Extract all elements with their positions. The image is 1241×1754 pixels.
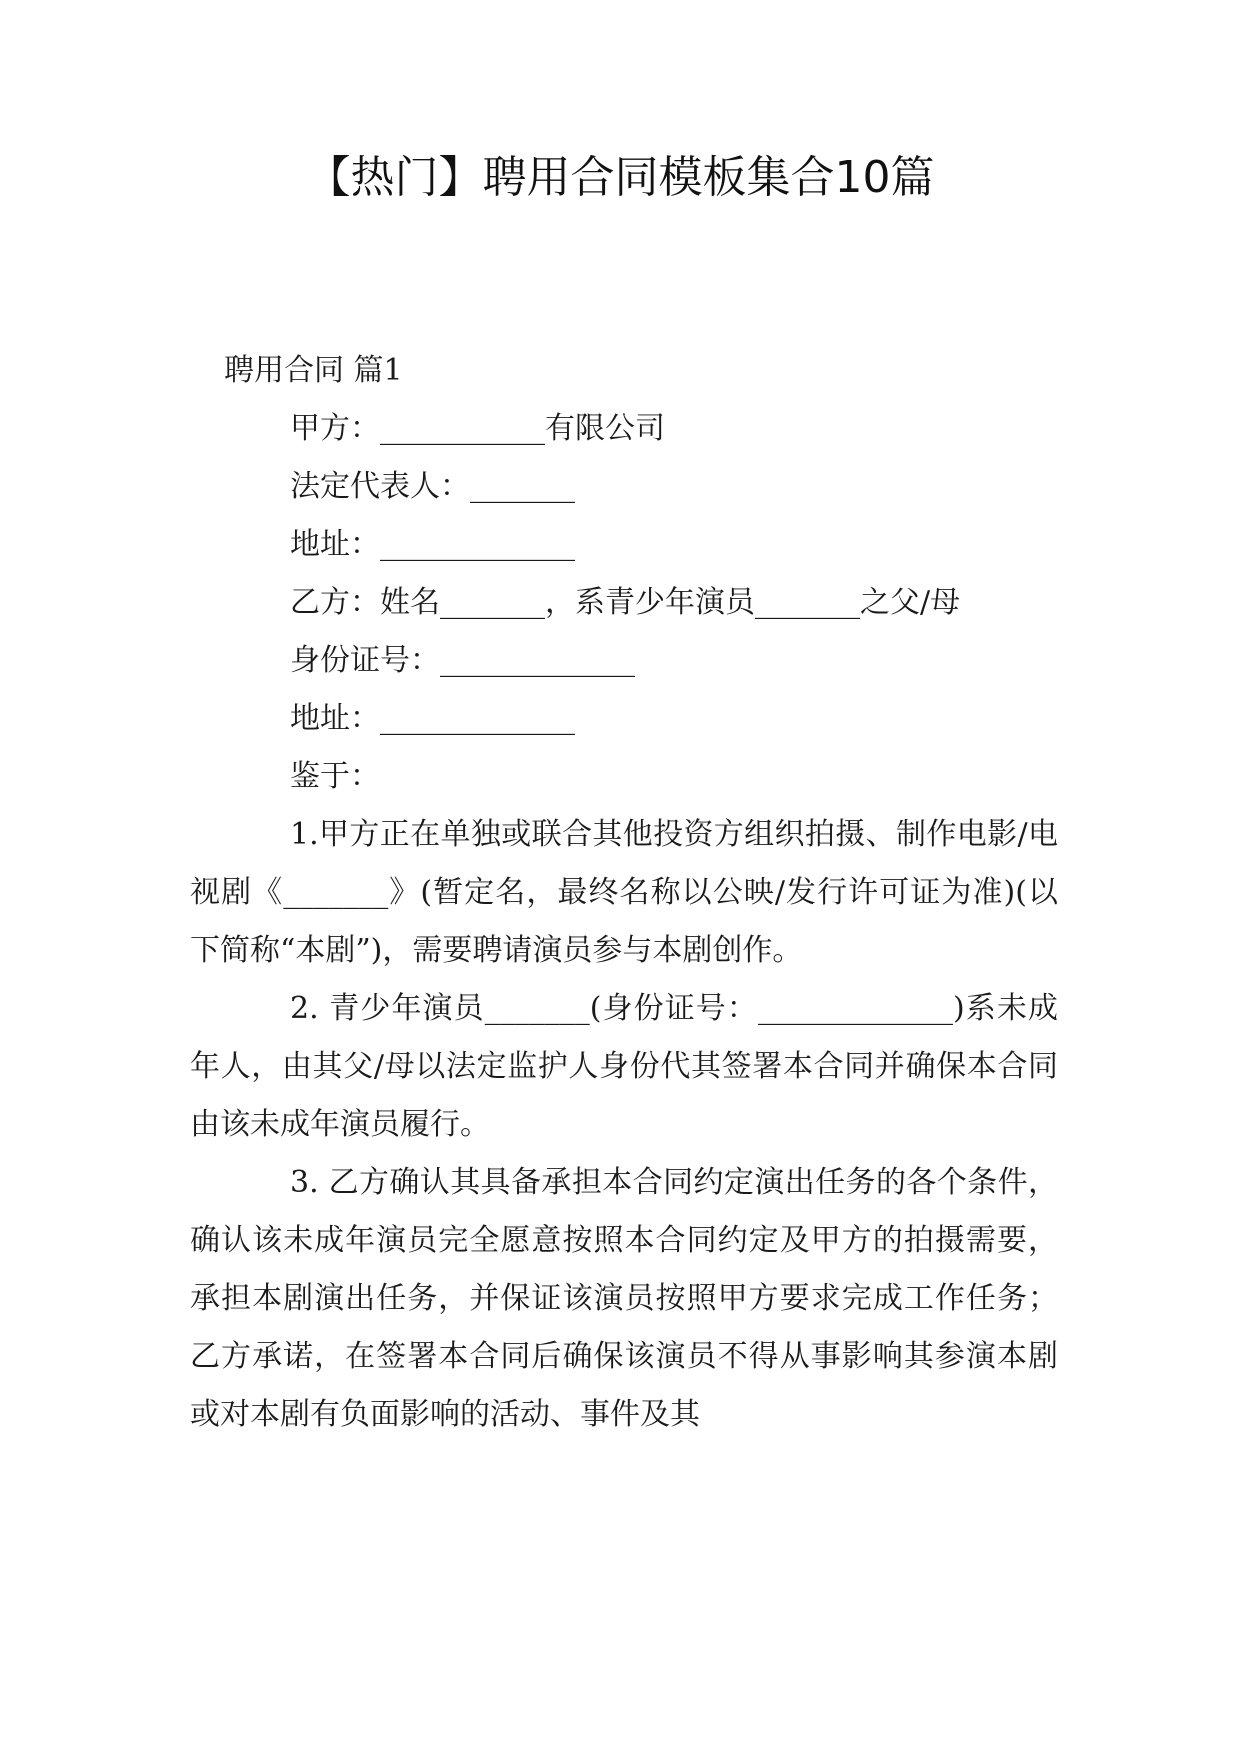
legal-representative-line: 法定代表人：_______ <box>290 469 575 504</box>
document-body <box>190 342 1058 1444</box>
whereas-line: 鉴于： <box>290 759 380 794</box>
party-a-line: 甲方：___________有限公司 <box>290 411 665 446</box>
clause-3: 3. 乙方确认其具备承担本合同约定演出任务的各个条件，确认该未成年演员完全愿意按照本合同约定及甲方的拍摄需要，承担本剧演出任务，并保证该演员按照甲方要求完成工作任务；乙方承诺，在签署本合同后确保该演员不得从事影响其参演本剧或对本剧有负面影响的活动、事件及其 <box>190 1165 1058 1432</box>
address-a-line: 地址：_____________ <box>290 527 575 562</box>
clause-2: 2. 青少年演员_______(身份证号：_____________)系未成年人，由其父/母以法定监护人身份代其签署本合同并确保本合同由该未成年演员履行。 <box>190 991 1058 1142</box>
document-title: 【热门】聘用合同模板集合10篇 <box>306 152 935 203</box>
id-number-line: 身份证号：_____________ <box>290 643 635 678</box>
clause-1: 1.甲方正在单独或联合其他投资方组织拍摄、制作电影/电视剧《_______》(暂定名，最终名称以公映/发行许可证为准)(以下简称“本剧”)，需要聘请演员参与本剧创作。 <box>190 817 1058 968</box>
party-b-line: 乙方：姓名_______，系青少年演员_______之父/母 <box>290 585 961 620</box>
section-heading: 聘用合同 篇1 <box>224 353 403 388</box>
address-b-line: 地址：_____________ <box>290 701 575 736</box>
